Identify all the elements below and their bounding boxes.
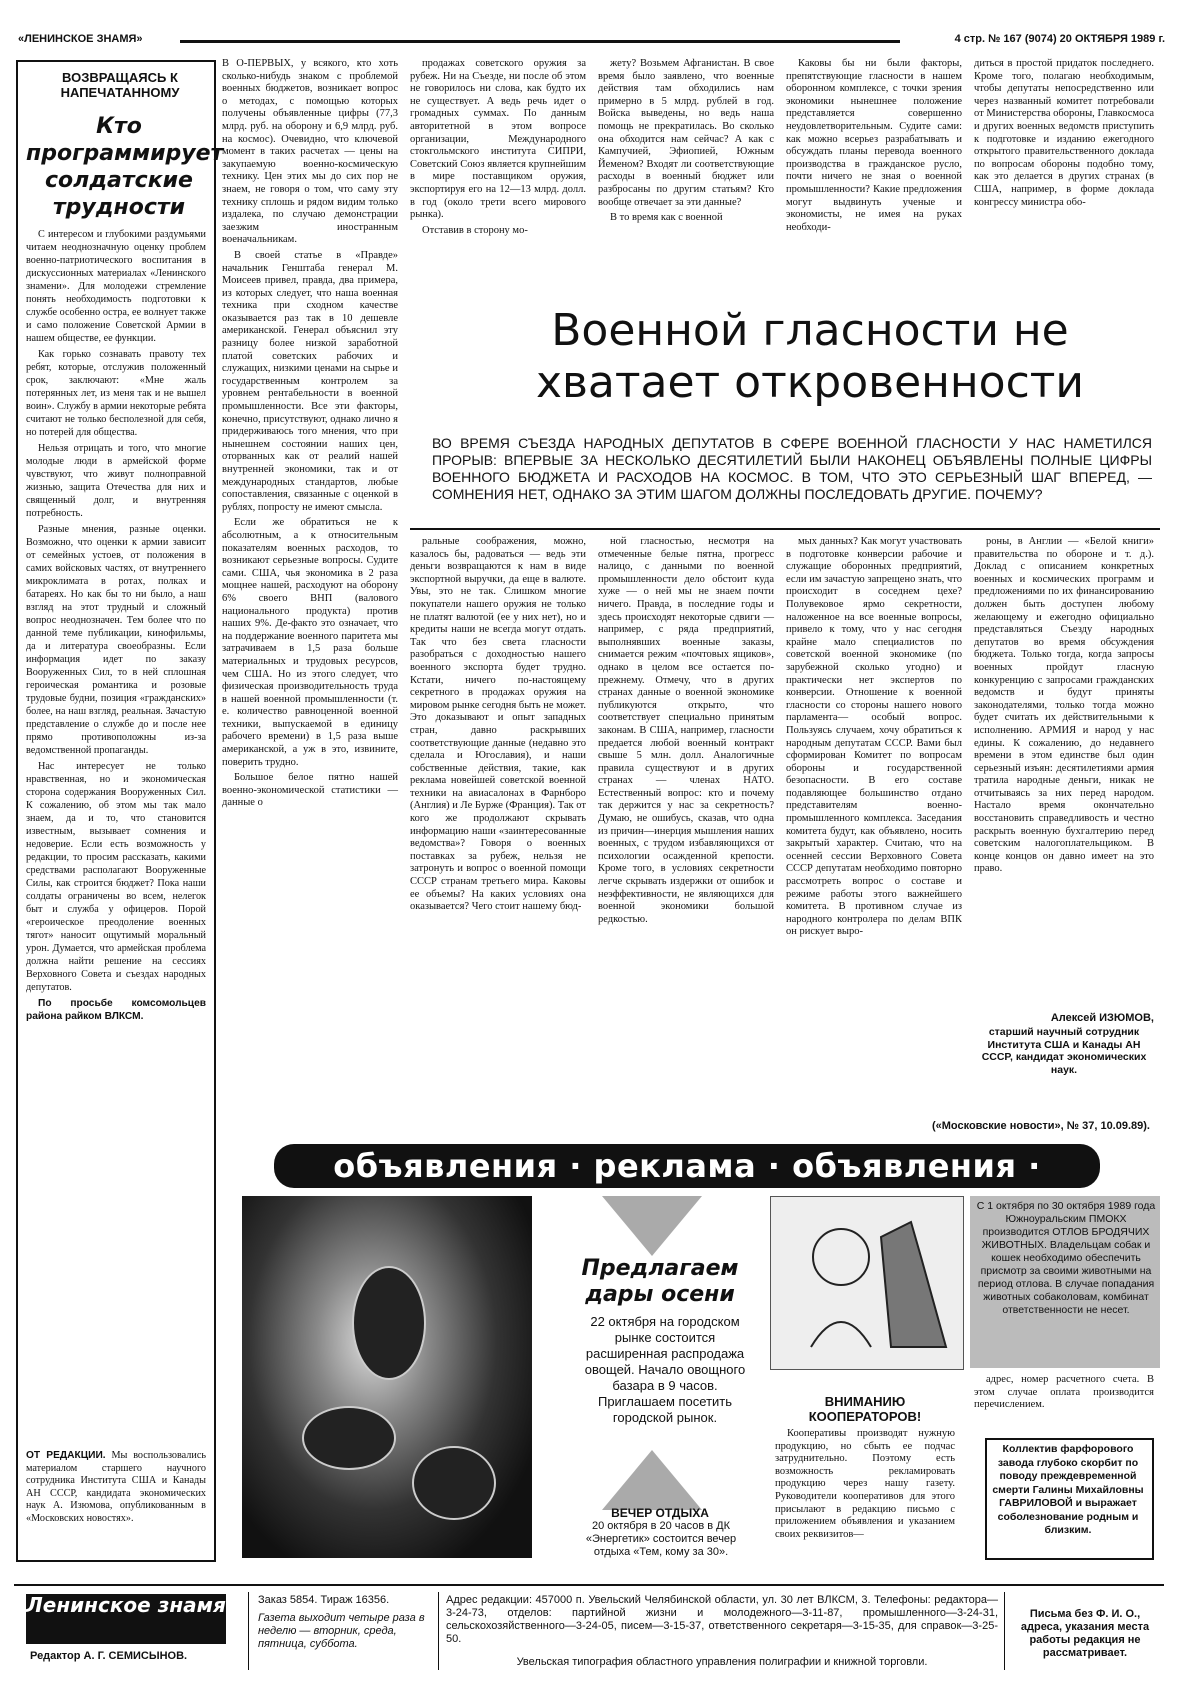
footer-anon-letters: Письма без Ф. И. О., адреса, указания места работы редакция не рассматривает. <box>1020 1608 1150 1659</box>
article-source: («Московские новости», № 37, 10.09.89). <box>931 1120 1150 1132</box>
coop-ad-paragraph: адрес, номер расчетного счета. В этом случае оплата производится перечислением. <box>974 1374 1154 1411</box>
author-title: старший научный сотрудник Института США и Канады АН СССР, кандидат экономических наук. <box>981 1026 1147 1076</box>
lead-rule <box>410 528 1160 530</box>
article-paragraph: В своей статье в «Правде» начальник Генштаба генерал М. Моисеев привел, правда, два примера, из которых следует, что наша военная техника при сходном качестве оказывается раз так в 10 дешевле американской. Генерал объяснил эту разницу более низкой заработной платой советских рабочих и служащих, низкими ценами на сырье и государственным контролем за уровнем рентабельности в военной промышленности. Все эти факторы, конечно, присутствуют, однако лично я придерживаюсь того мнения, что при нынешнем состоянии наших цен, оторванных как от реалий нашей внутренней экономики, так и от международных стандартов, любые сопоставления, связанные с оценкой в рублях, попросту не имеют смысла. <box>222 249 398 513</box>
footer-address: Адрес редакции: 457000 п. Увельский Челябинской области, ул. 30 лет ВЛКСМ, 3. Телефоны: редактора—3-24-73, отделов: партийной жизни и молодежного—3-11-87, промышленного—3-24-31, сельскохозяйственного—3-24-05, писем—3-15-37, ответственного секретаря—3-15-35, для справок—3-25-50. <box>446 1594 998 1645</box>
editor-note-head: ОТ РЕДАКЦИИ. <box>26 1450 106 1461</box>
coop-ad-text-continued <box>974 1374 1154 1424</box>
article-paragraph: ральные соображения, можно, казалось бы, радоваться — ведь эти деньги возвращаются к нам в виде экспортной выручки, да еще в валюте. Увы, это не так. Слишком многие покупатели нашего оружия не только не платят валютой (ее у них нет), но и кредиты наши не всегда могут отдать. Так что без света гласности разобраться с доходностью нашего военного экспорта будет трудно. Кстати, ничего по-настоящему секретного в продажах оружия на мировом рынке сегодня быть не может. Это доказывают и опыт западных стран, давно раскрывших соответствующие данные (недавно это сделала и Югославия), и наши собственные действия, такие, как реклама новейшей советской военной техники на авиасалонах в Фарнборо (Англия) и Ле Бурже (Франция). Так от кого же продолжают скрывать информацию наши «заинтересованные ведомства»? Говоря о военных поставках за рубеж, нельзя не затронуть и вопрос о военной помощи СССР странам третьего мира. Каковы ее объемы? На каких условиях она оказывается? Чего стоит нашему бюд- <box>410 536 587 913</box>
article-paragraph: роны, в Англии — «Белой книги» правительства по обороне и т. д.). Доклад с описанием конкретных военных и космических программ и предложениями по их финансированию должен быть доступен любому желающему и ежегодно официально представляться Съезду народных депутатов во время обсуждения бюджета. Только тогда, когда запросы военных пройдут гласную конкуренцию с запросами гражданских ведомств и будут приняты законодателями, только тогда можно будет считать их действительными к исполнению. АРМИЯ и народ у нас едины. К сожалению, до недавнего времени в этом единстве был один серьезный изъян: десятилетиями армия тратила народные деньги, никак не отчитываясь за них перед народом. Настало время окончательно восстановить справедливость и честно раскрыть военную бухгалтерию перед советским налогоплательщиком. В конце концов он давно имеет на это право. <box>974 536 1154 875</box>
article-column-4 <box>786 58 962 290</box>
coop-ad-paragraph: Кооперативы производят нужную продукцию, но сбыть ее подчас затруднительно. Поэтому есть возможность рекламировать продукцию через нашу газету. Руководители кооперативов для этого присылают в редакцию письмо с приложением объявления и указанием своих реквизитов— <box>775 1428 955 1540</box>
ads-banner: объявления · реклама · объявления · реклама <box>274 1144 1100 1188</box>
article-paragraph: Каковы бы ни были факторы, препятствующие гласности в нашем оборонном комплексе, с точки зрения экономики нынешнее положение представляется совершенно неудовлетворительным. Судите сами: как можно всерьез разрабатывать и обсуждать планы перевода военного производства в гражданское русло, почти ничего не зная о военной промышленности? Какие предложения могут выдвинуть ученые и экономисты, не имея на руках необходи- <box>786 58 962 233</box>
footer-divider <box>248 1592 249 1670</box>
article-paragraph: Отставив в сторону мо- <box>422 224 528 236</box>
sidebar-body <box>26 228 206 1443</box>
article-paragraph: Если же обратиться не к абсолютным, а к относительным показателям военных расходов, то возникают серьезные вопросы. Судите сами. США, чья экономика в 2 раза мощнее нашей, расходуют на оборону 6% своего ВНП (валового национального продукта) против наших 9%. Де-факто это означает, что на поддержание военного паритета мы затрачиваем в 1,5 раза больше материальных и трудовых ресурсов, чем США. Но из этого следует, что физическая производительность труда в нашей военной промышленности (т. е. количество равноценной военной техники, выпускаемой в единицу рабочего времени) в 1,5 раза выше американской, а уж в это, извините, поверить трудно. <box>222 517 398 768</box>
sidebar-signoff: По просьбе комсомольцев района райком ВЛКСМ. <box>26 998 206 1022</box>
article-paragraph: ной гласностью, несмотря на отмеченные белые пятна, прогресс налицо, с данными по военной промышленности дело обстоит куда хуже — о ней мы не знаем почти ничего. Правда, в последние годы и здесь происходят некоторые сдвиги — например, с ряда предприятий, выполнявших военные заказы, снимается режим «почтовых ящиков», однако в целом все остается по-прежнему. Отмечу, что в других странах данные о военной экономике публикуются открыто, что соответствует специально принятым законам. В США, например, гласности предается любой военный контракт свыше 5 млн. долл. Аналогичные правила существуют и в других странах — членах НАТО. Естественный вопрос: кто и почему так держится у нас за секретность? Думаю, не ошибусь, сказав, что одна из причин—инерция мышления наших военных, с трудом избавляющихся от психологии осажденной крепости. Кроме того, в условиях секретности легче скрывать издержки от ошибок и неэффективности, не являющихся для военной экономики большой редкостью. <box>598 536 774 925</box>
masthead-rule <box>180 40 900 43</box>
sidebar-paragraph: Как горько сознавать правоту тех ребят, которые, отслужив положенный срок, заключают: «Мне жаль потерянных лет, из меня так и не вышел воин». Службу в армии некоторые ребята считают не только бесполезной для себя, но потерей для общества. <box>26 349 206 438</box>
article-column-3 <box>598 58 774 290</box>
article-column-6 <box>410 536 586 1116</box>
sidebar-paragraph: Нас интересует не только нравственная, но и экономическая сторона содержания Вооруженных Сил. К сожалению, об этом мы так мало знаем, да и то, что становится известным, вызывает сомнения и недоверие. Если есть возможность у редакции, то просим рассказать, какими средствами располагают Вооруженные Силы, как строится бюджет? Пока наши солдаты ограничены во всем, нелегок быт и служба у офицеров. Порой «героическое преодоление военных тягот» наносит ощутимый моральный урон. Думается, что армейская проблема должна найти решение на сессиях Верховного Совета и съездах народных депутатов. <box>26 761 206 993</box>
masthead-issue: 4 стр. № 167 (9074) 20 ОКТЯБРЯ 1989 г. <box>954 33 1165 45</box>
vegetables-photo <box>242 1196 532 1558</box>
article-paragraph: В О-ПЕРВЫХ, у всякого, кто хоть сколько-нибудь знаком с проблемой военных бюджетов, возникает вопрос о методах, с помощью которых получены объявленные цифры (77,3 млрд. руб. на оборону и 6,9 млрд. руб. на космос). Очевидно, что ключевой момент в таких расчетах — цены на закупаемую военно-космическую технику. Цен этих мы до сих пор не знаем, не говоря о том, что саму эту технику сплошь и рядом видим только издалека, по случаю демонстрации заезжим иностранным военачальникам. <box>222 58 398 246</box>
squash-shape <box>412 1446 496 1520</box>
footer-order: Заказ 5854. Тираж 16356. <box>258 1594 390 1606</box>
autumn-ad-title: Предлагаем дары осени <box>581 1256 739 1307</box>
footer-printer: Увельская типография областного управления полиграфии и книжной торговли. <box>516 1656 928 1668</box>
triangle-bottom-shape <box>602 1450 702 1510</box>
editor-note-text: Мы воспользовались материалом старшего научного сотрудника Института США и Канады АН СССР, кандидата экономических наук А. Изюмова, опубликованным в «Московских новостях». <box>26 1450 206 1524</box>
evening-ad-title: ВЕЧЕР ОТДЫХА <box>611 1506 709 1520</box>
autumn-ad-text: 22 октября на городском рынке состоится расширенная распродажа овощей. Начало овощного базара в 9 часов. Приглашаем посетить городской рынок. <box>584 1314 746 1425</box>
evening-ad-text: 20 октября в 20 часов в ДК «Энергетик» состоится вечер отдыха «Тем, кому за 30». <box>585 1520 737 1558</box>
masthead-paper-name: «ЛЕНИНСКОЕ ЗНАМЯ» <box>18 33 143 45</box>
article-column-2 <box>410 58 586 290</box>
sidebar-paragraph: Нельзя отрицать и того, что многие молодые люди в армейской форме чувствуют, что живут полноправной жизнью, защита Отечества для них и священный долг, и внутренняя потребность. <box>26 443 206 519</box>
article-column-1 <box>222 58 398 809</box>
dog-illustration <box>770 1196 964 1370</box>
article-paragraph: жету? Возьмем Афганистан. В свое время было заявлено, что военные действия там обходились нам примерно в 5 млрд. рублей в год. Войска выведены, но ведь наша помощь не прекратилась. Во сколько она обходится нам сейчас? А как с Кампучией, Эфиопией, Южным Йеменом? Входят ли соответствующие расходы в военный бюджет или разбросаны по другим статьям? Кто вообще отвечает за эти данные? <box>598 58 774 208</box>
footer-rule <box>14 1584 1164 1586</box>
squash-shape <box>302 1406 396 1470</box>
sidebar-kicker: ВОЗВРАЩАЯСЬ К НАПЕЧАТАННОМУ <box>60 70 180 100</box>
article-column-5 <box>974 58 1154 290</box>
sidebar-paragraph: С интересом и глубокими раздумьями читаем неоднозначную оценку проблем военно-патриотического воспитания в дискуссионных материалах «Ленинского знамени». Для молодежи стремление понять необходимость подготовки к службе особенно остра, ее волнует также и само положение Советской Армии в нашем обществе, ее функции. <box>26 229 206 344</box>
boy-dog-icon <box>771 1197 963 1369</box>
article-column-8 <box>786 536 962 1116</box>
article-column-9 <box>974 536 1154 1006</box>
squash-shape <box>352 1266 426 1380</box>
article-paragraph: В то время как с военной <box>610 212 723 224</box>
footer-divider <box>1004 1592 1005 1670</box>
sidebar-title: Кто программирует солдатские трудности <box>26 114 224 220</box>
article-paragraph: диться в простой придаток последнего. Кроме того, полагаю необходимым, чтобы депутаты непосредственно или через названный комитет потребовали от Министерства обороны, Главкосмоса и других военных ведомств приступить к подготовке и изданию ежегодного открытого правительственного доклада по вопросам обороны подобно тому, как это делается в других странах (в США, например, в форме доклада конгрессу министра обо- <box>974 58 1154 208</box>
footer-schedule: Газета выходит четыре раза в неделю — вторник, среда, пятница, суббота. <box>258 1612 425 1650</box>
article-headline: Военной гласности не хватает откровенности <box>535 305 1085 408</box>
sidebar-paragraph: Разные мнения, разные оценки. Возможно, что оценки к армии зависит от семейных устоев, от положения в самих войсковых частях, от внутреннего микроклимата в ротах, полках и батареях. Но как бы то ни было, а наш взгляд на этот трудный и сложный вопрос неоднозначен. Тем более что по данной теме публикации, кинофильмы, да и литература своеобразны. Если информация идет по заказу Вооруженных Сил, то в ней сплошная героическая романтика и розовые трудовые будни, позиция «гражданских» более, на наш взгляд, реальная. Зачастую представление о службе до и после нее прямо противоположны из-за ведомственной пропаганды. <box>26 524 206 756</box>
article-paragraph: продажах советского оружия за рубеж. Ни на Съезде, ни после об этом не говорилось ни слова, как будто их не существует. А ведь речь идет о громадных суммах. По данным авторитетной в этом вопросе организации, Международного стокгольмского института СИПРИ, Советский Союз является крупнейшим в мире поставщиком оружия, экспортируя его на 12—13 млрд. долл. в год (около трети всего мирового рынка). <box>410 58 586 221</box>
footer-divider <box>438 1592 439 1670</box>
author-name: Алексей ИЗЮМОВ, <box>1050 1012 1154 1024</box>
editor-note <box>26 1450 206 1554</box>
coop-ad-title: ВНИМАНИЮ КООПЕРАТОРОВ! <box>808 1394 922 1424</box>
article-column-7 <box>598 536 774 1116</box>
triangle-top-shape <box>602 1196 702 1256</box>
condolence-text: Коллектив фарфорового завода глубоко скорбит по поводу преждевременной смерти Галины Михайловны ГАВРИЛОВОЙ и выражает соболезнование родным и близким. <box>992 1443 1144 1536</box>
footer-logo: Ленинское знамя <box>26 1594 226 1644</box>
article-paragraph: Большое белое пятно нашей военно-экономической статистики — данные о <box>222 772 398 809</box>
dogs-notice: С 1 октября по 30 октября 1989 года Южноуральским ПМОКХ производится ОТЛОВ БРОДЯЧИХ ЖИВОТНЫХ. Владельцам собак и кошек необходимо обеспечить присмотр за своими животными на период отлова. В случае попадания животных собаколовам, комбинат ответственности не несет. <box>976 1200 1156 1316</box>
footer-editor: Редактор А. Г. СЕМИСЫНОВ. <box>30 1650 188 1662</box>
coop-ad-text <box>775 1428 955 1558</box>
article-lead: ВО ВРЕМЯ СЪЕЗДА НАРОДНЫХ ДЕПУТАТОВ В СФЕРЕ ВОЕННОЙ ГЛАСНОСТИ У НАС НАМЕТИЛСЯ ПРОРЫВ: ВПЕРВЫЕ ЗА НЕСКОЛЬКО ДЕСЯТИЛЕТИЙ БЫЛИ НАКОНЕЦ ОБЪЯВЛЕНЫ ПОЛНЫЕ ЦИФРЫ ВОЕННОГО БЮДЖЕТА И РАСХОДОВ НА КОСМОС. В ТОМ, ЧТО ЭТО СЕРЬЕЗНЫЙ ШАГ ВПЕРЕД, — СОМНЕНИЯ НЕТ, ОДНАКО ЗА ЭТИМ ШАГОМ ДОЛЖНЫ ПОСЛЕДОВАТЬ ДРУГИЕ. ПОЧЕМУ? <box>432 435 1152 502</box>
article-paragraph: мых данных? Как могут участвовать в подготовке конверсии рабочие и служащие оборонных предприятий, если им зачастую запрещено знать, что происходит в соседнем цехе? Полувековое ярмо секретности, наложенное на все военные вопросы, привело к тому, что у нас сегодня крайне мало специалистов по советской военной экономике (по зарубежной сколько угодно) и практически нет экспертов по конверсии. Отношение к военной гласности со стороны нашего нового парламента— особый вопрос. Пользуясь случаем, хочу обратиться к народным депутатам СССР. Вами был сформирован Комитет по вопросам обороны и государственной безопасности. В его составе подавляющее большинство отдано представителям военно-промышленного комплекса. Заседания комитета будут, как объявлено, носить закрытый характер. Считаю, что на осенней сессии Верховного Совета СССР депутатам необходимо повторно рассмотреть вопрос о составе и режиме работы этого важнейшего комитета. В противном случае из народного контролера по делам ВПК он рискует выро- <box>786 536 962 938</box>
